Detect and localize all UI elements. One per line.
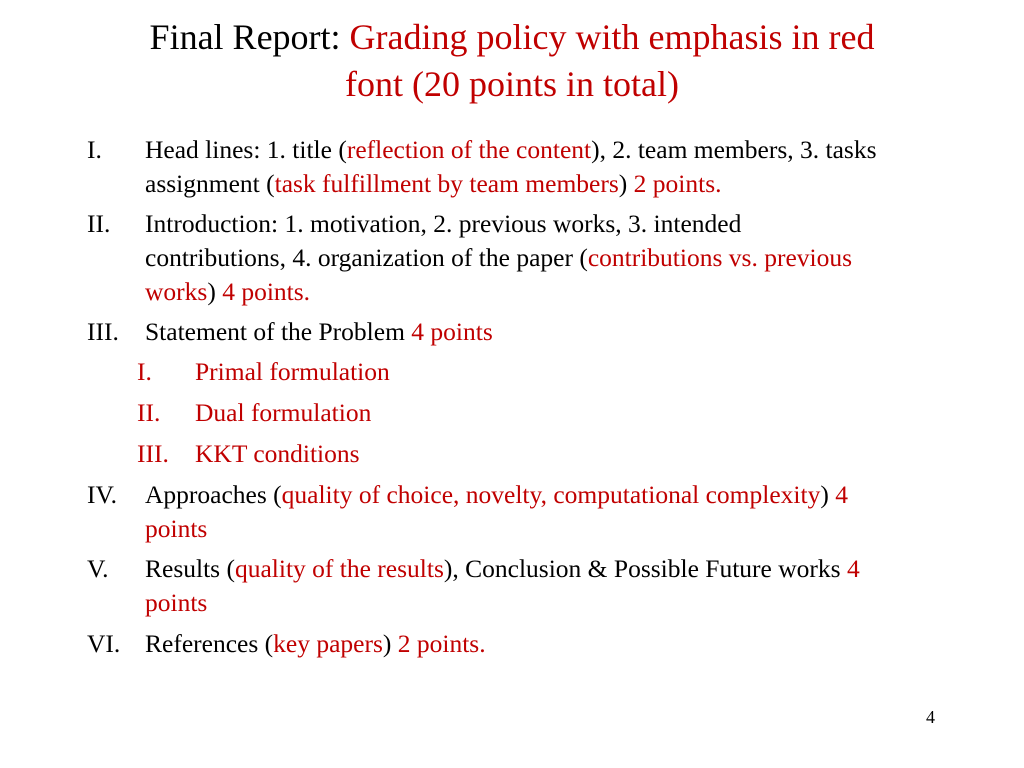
- list-item-text: [145, 315, 987, 349]
- text-line: [145, 133, 987, 167]
- list-item-text: [195, 437, 987, 471]
- emphasis-text: 4 points.: [222, 277, 311, 306]
- list-numeral: IV.: [87, 480, 117, 509]
- text-line: [145, 167, 987, 201]
- sub-list-item: [137, 437, 987, 471]
- emphasis-text: task fulfillment by team members: [274, 169, 619, 198]
- emphasis-text: 2 points.: [397, 629, 486, 658]
- emphasis-text: 4: [835, 480, 848, 509]
- text-line: [195, 396, 987, 430]
- text-line: [145, 586, 987, 620]
- emphasis-text: KKT conditions: [195, 439, 360, 468]
- text-line: [195, 437, 987, 471]
- text-line: [145, 241, 987, 275]
- text-run: Introduction: 1. motivation, 2. previous works, 3. intended: [145, 209, 742, 238]
- text-line: [145, 315, 987, 349]
- emphasis-text: Primal formulation: [195, 357, 390, 386]
- list-item: [87, 478, 987, 546]
- text-run: contributions, 4. organization of the paper (: [145, 243, 588, 272]
- text-run: Results (: [145, 554, 235, 583]
- list-item-text: [145, 133, 987, 201]
- text-run: ): [618, 169, 634, 198]
- emphasis-text: Dual formulation: [195, 398, 372, 427]
- text-line: [145, 478, 987, 512]
- text-run: ): [207, 277, 223, 306]
- text-run: ), 2. team members, 3. tasks: [591, 135, 877, 164]
- text-run: Final Report:: [149, 17, 350, 57]
- emphasis-text: quality of the results: [234, 554, 444, 583]
- text-run: Head lines: 1. title (: [145, 135, 347, 164]
- list-numeral: II.: [137, 398, 161, 427]
- emphasis-text: font (20 points in total): [345, 64, 679, 104]
- list-numeral: III.: [87, 317, 119, 346]
- list-numeral: V.: [87, 554, 109, 583]
- list-item-text: [195, 396, 987, 430]
- emphasis-text: Grading policy with emphasis in red: [349, 17, 875, 57]
- list-numeral: II.: [87, 209, 111, 238]
- sub-list-item: [137, 355, 987, 389]
- text-line: [145, 512, 987, 546]
- emphasis-text: 4: [846, 554, 860, 583]
- list-numeral: III.: [137, 439, 169, 468]
- emphasis-text: contributions vs. previous: [587, 243, 853, 272]
- sub-list-item: [137, 396, 987, 430]
- emphasis-text: 4 points: [411, 317, 493, 346]
- text-run: References (: [145, 629, 274, 658]
- list-item: [87, 627, 987, 661]
- list-item: [87, 315, 987, 349]
- emphasis-text: reflection of the content: [346, 135, 592, 164]
- title-line-1: [0, 14, 1024, 61]
- text-run: ), Conclusion & Possible Future works: [443, 554, 847, 583]
- list-item-text: [145, 207, 987, 309]
- list-item-text: [195, 355, 987, 389]
- emphasis-text: points: [145, 514, 208, 543]
- slide-title: [0, 14, 1024, 108]
- list-item: [87, 552, 987, 620]
- page-number: 4: [926, 707, 935, 727]
- list-numeral: I.: [87, 135, 102, 164]
- emphasis-text: 2 points.: [633, 169, 722, 198]
- list-item-text: [145, 627, 987, 661]
- emphasis-text: points: [145, 588, 208, 617]
- emphasis-text: quality of choice, novelty, computational complexity: [281, 480, 821, 509]
- text-line: [145, 207, 987, 241]
- text-run: ): [382, 629, 398, 658]
- list-numeral: I.: [137, 357, 152, 386]
- list-item-text: [145, 552, 987, 620]
- grading-list: [87, 133, 987, 667]
- emphasis-text: works: [145, 277, 208, 306]
- text-run: Approaches (: [145, 480, 282, 509]
- text-run: ): [820, 480, 836, 509]
- list-numeral: VI.: [87, 629, 121, 658]
- text-run: assignment (: [145, 169, 275, 198]
- emphasis-text: key papers: [273, 629, 383, 658]
- list-item-text: [145, 478, 987, 546]
- text-run: Statement of the Problem: [145, 317, 412, 346]
- text-line: [195, 355, 987, 389]
- title-line-2: [0, 61, 1024, 108]
- list-item: [87, 133, 987, 201]
- text-line: [145, 552, 987, 586]
- text-line: [145, 627, 987, 661]
- list-item: [87, 207, 987, 309]
- text-line: [145, 275, 987, 309]
